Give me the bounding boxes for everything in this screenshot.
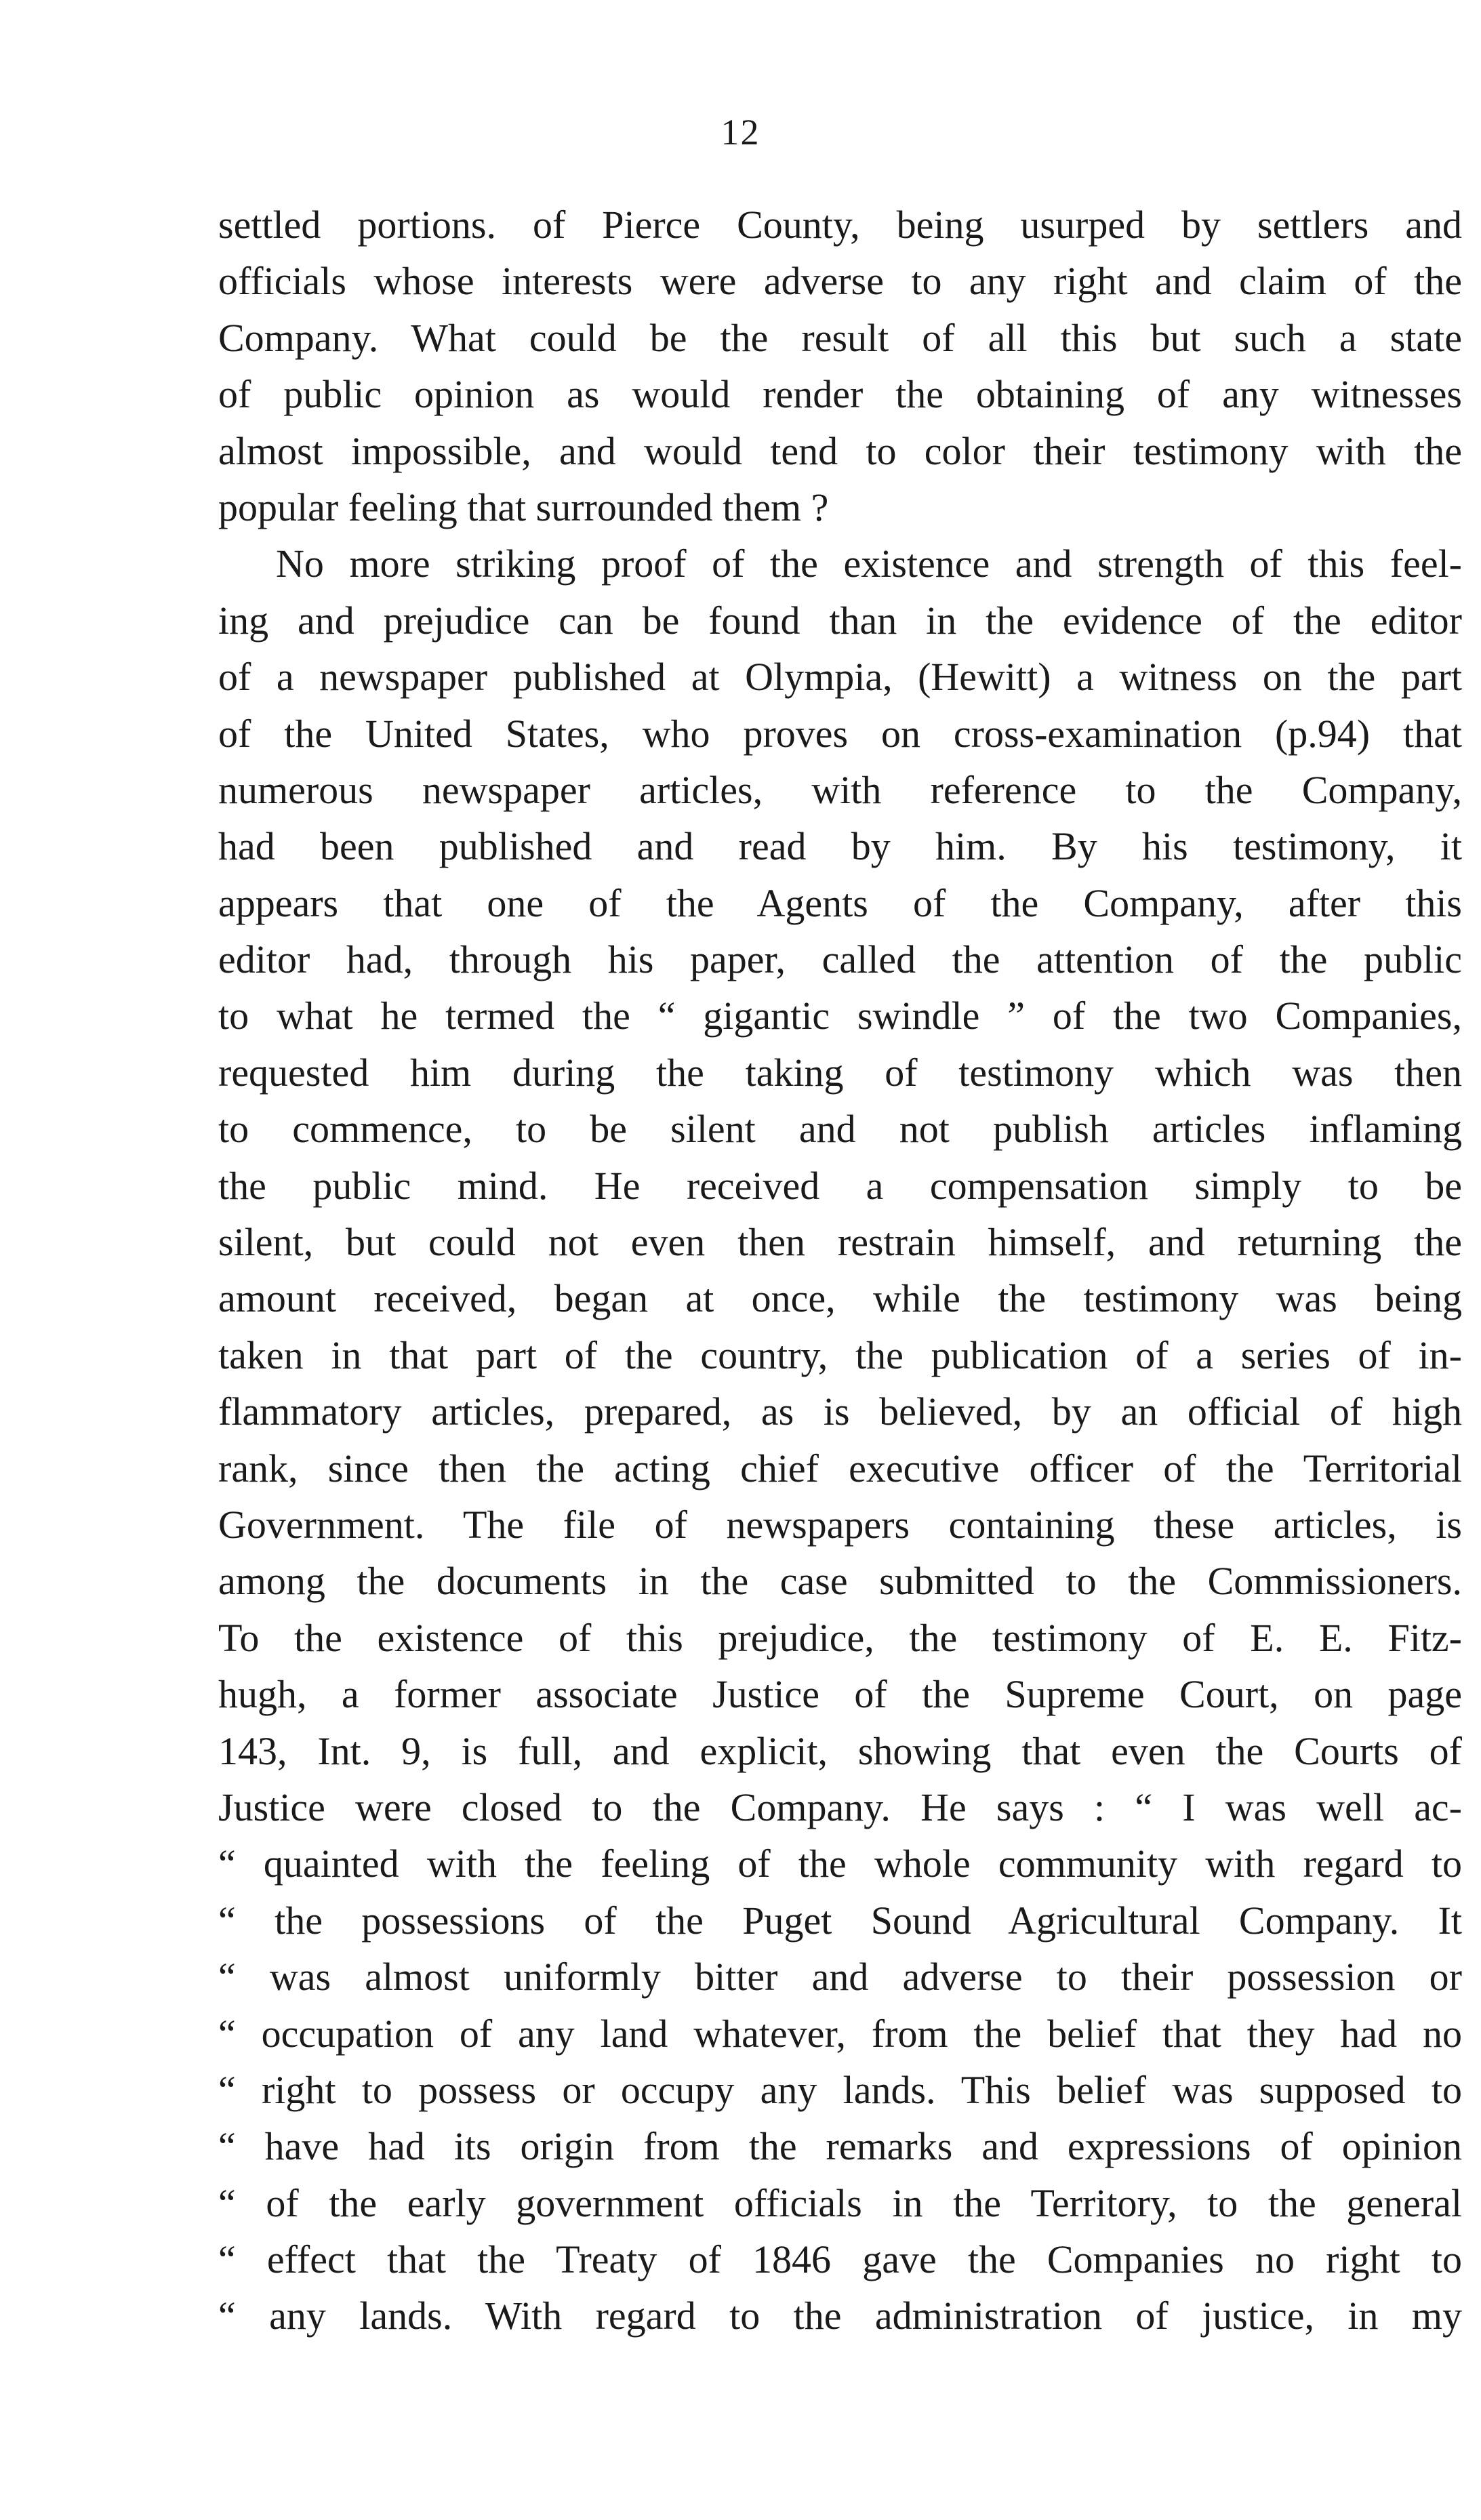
- text-line: almost impossible, and would tend to color their testimony with the: [218, 428, 1462, 473]
- text-line: amount received, began at once, while the testimony was being: [218, 1276, 1462, 1321]
- text-line: of the United States, who proves on cross-examination (p.94) that: [218, 711, 1462, 756]
- text-line: numerous newspaper articles, with reference to the Company,: [218, 767, 1462, 812]
- text-line: rank, since then the acting chief executive officer of the Territorial: [218, 1446, 1462, 1490]
- quoted-text-line: “ any lands. With regard to the administration of justice, in my: [218, 2294, 1462, 2338]
- text-line: requested him during the taking of testimony which was then: [218, 1050, 1462, 1095]
- text-line: hugh, a former associate Justice of the Supreme Court, on page: [218, 1672, 1462, 1717]
- quoted-text-line: “ was almost uniformly bitter and adverse to their possession or: [218, 1955, 1462, 1999]
- text-line: 143, Int. 9, is full, and explicit, showing that even the Courts of: [218, 1728, 1462, 1773]
- text-line: of a newspaper published at Olympia, (Hewitt) a witness on the part: [218, 655, 1462, 699]
- text-line: to what he termed the “ gigantic swindle ” of the two Companies,: [218, 994, 1462, 1038]
- quoted-text-line: “ occupation of any land whatever, from the belief that they had no: [218, 2011, 1462, 2056]
- text-line: to commence, to be silent and not publish articles inflaming: [218, 1107, 1462, 1152]
- text-line: ing and prejudice can be found than in the evidence of the editor: [218, 598, 1462, 643]
- quoted-text-line: “ effect that the Treaty of 1846 gave the Companies no right to: [218, 2237, 1462, 2282]
- quoted-text-line: “ quainted with the feeling of the whole community with regard to: [218, 1842, 1462, 1886]
- text-line: silent, but could not even then restrain himself, and returning the: [218, 1220, 1462, 1265]
- quoted-text-line: “ the possessions of the Puget Sound Agricultural Company. It: [218, 1898, 1462, 1943]
- text-line: of public opinion as would render the obtaining of any witnesses: [218, 372, 1462, 417]
- quoted-text-line: “ have had its origin from the remarks and expressions of opinion: [218, 2124, 1462, 2169]
- text-line: editor had, through his paper, called the attention of the public: [218, 937, 1462, 982]
- paragraph-end-line: popular feeling that surrounded them ?: [218, 485, 829, 529]
- text-line: To the existence of this prejudice, the testimony of E. E. Fitz-: [218, 1615, 1462, 1660]
- quoted-text-line: “ right to possess or occupy any lands. This belief was supposed to: [218, 2067, 1462, 2112]
- text-line: had been published and read by him. By his testimony, it: [218, 824, 1462, 869]
- text-line: taken in that part of the country, the publication of a series of in-: [218, 1333, 1462, 1377]
- text-line: the public mind. He received a compensation simply to be: [218, 1163, 1462, 1208]
- paragraph-start-line: No more striking proof of the existence and strength of this feel-: [276, 542, 1462, 586]
- text-line: flammatory articles, prepared, as is believed, by an official of high: [218, 1389, 1462, 1434]
- text-line: Government. The file of newspapers containing these articles, is: [218, 1502, 1462, 1547]
- text-line: settled portions. of Pierce County, being usurped by settlers and: [218, 203, 1462, 247]
- text-line: appears that one of the Agents of the Company, after this: [218, 880, 1462, 925]
- page-number: 12: [721, 112, 760, 153]
- text-line: Justice were closed to the Company. He says : “ I was well ac-: [218, 1785, 1462, 1829]
- quoted-text-line: “ of the early government officials in the Territory, to the general: [218, 2180, 1462, 2225]
- text-line: officials whose interests were adverse to any right and claim of the: [218, 259, 1462, 304]
- text-line: Company. What could be the result of all this but such a state: [218, 315, 1462, 360]
- text-line: among the documents in the case submitted to the Commissioners.: [218, 1559, 1462, 1604]
- body-text: [218, 197, 1462, 2344]
